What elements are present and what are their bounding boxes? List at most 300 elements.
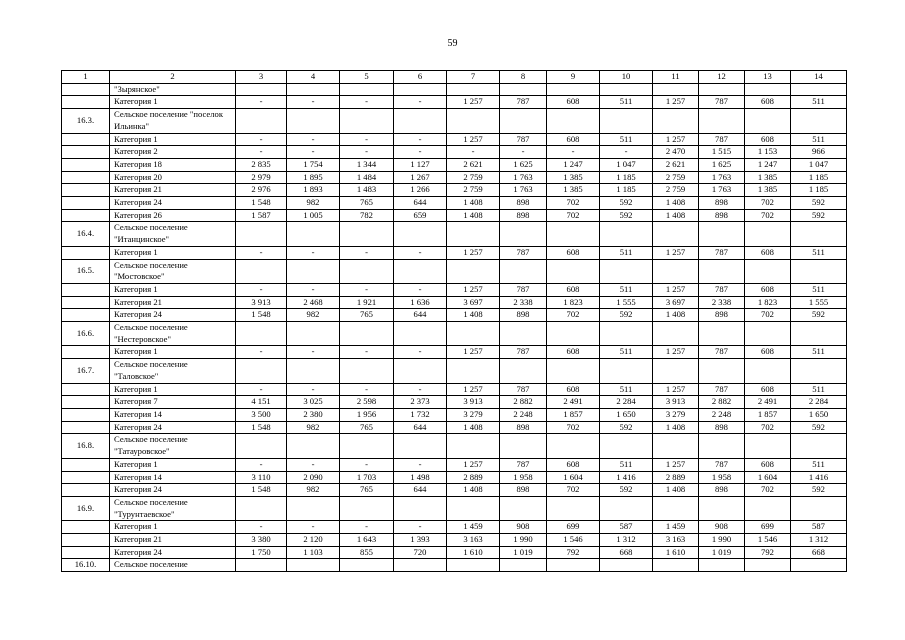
- row-name: Категория 14: [110, 471, 236, 484]
- value-cell: 1 257: [447, 246, 500, 259]
- value-cell: 3 697: [447, 296, 500, 309]
- value-cell: [447, 434, 500, 458]
- value-cell: 1 385: [745, 171, 791, 184]
- value-cell: 2 976: [236, 184, 287, 197]
- value-cell: 1 483: [340, 184, 394, 197]
- value-cell: [600, 259, 653, 283]
- value-cell: [500, 559, 547, 572]
- value-cell: 1 484: [340, 171, 394, 184]
- value-cell: 855: [340, 546, 394, 559]
- value-cell: [699, 496, 745, 520]
- value-cell: 2 338: [500, 296, 547, 309]
- value-cell: 1 548: [236, 421, 287, 434]
- value-cell: [653, 259, 699, 283]
- value-cell: -: [287, 133, 340, 146]
- row-number: [62, 158, 110, 171]
- value-cell: [745, 83, 791, 96]
- value-cell: [447, 322, 500, 346]
- value-cell: 592: [791, 484, 847, 497]
- value-cell: -: [236, 458, 287, 471]
- value-cell: 898: [500, 309, 547, 322]
- value-cell: 1 958: [500, 471, 547, 484]
- value-cell: [394, 109, 447, 133]
- row-number: [62, 458, 110, 471]
- value-cell: -: [394, 283, 447, 296]
- value-cell: [699, 109, 745, 133]
- value-cell: 3 279: [653, 408, 699, 421]
- value-cell: 702: [745, 484, 791, 497]
- value-cell: [340, 322, 394, 346]
- row-number: [62, 421, 110, 434]
- value-cell: 2 284: [791, 396, 847, 409]
- row-name: Категория 1: [110, 96, 236, 109]
- value-cell: [600, 559, 653, 572]
- value-cell: 2 491: [745, 396, 791, 409]
- value-cell: [745, 359, 791, 383]
- value-cell: [600, 109, 653, 133]
- value-cell: 1 732: [394, 408, 447, 421]
- table-row: [62, 246, 847, 259]
- row-number: [62, 133, 110, 146]
- value-cell: -: [340, 521, 394, 534]
- value-cell: 3 913: [447, 396, 500, 409]
- value-cell: [791, 222, 847, 246]
- value-cell: [287, 109, 340, 133]
- value-cell: 3 380: [236, 534, 287, 547]
- value-cell: 1 857: [745, 408, 791, 421]
- table-body: [62, 71, 847, 572]
- value-cell: -: [500, 146, 547, 159]
- value-cell: -: [236, 346, 287, 359]
- value-cell: 1 893: [287, 184, 340, 197]
- value-cell: [500, 359, 547, 383]
- value-cell: 1 515: [699, 146, 745, 159]
- value-cell: 592: [791, 209, 847, 222]
- row-name: Категория 18: [110, 158, 236, 171]
- row-number: 16.5.: [62, 259, 110, 283]
- value-cell: [547, 496, 600, 520]
- value-cell: 1 459: [447, 521, 500, 534]
- value-cell: 1 625: [699, 158, 745, 171]
- value-cell: 699: [745, 521, 791, 534]
- value-cell: 608: [547, 283, 600, 296]
- value-cell: [500, 434, 547, 458]
- value-cell: -: [236, 146, 287, 159]
- value-cell: 765: [340, 197, 394, 210]
- value-cell: 592: [791, 197, 847, 210]
- column-header: 10: [600, 71, 653, 84]
- table-row: [62, 158, 847, 171]
- value-cell: [236, 222, 287, 246]
- row-name: Категория 1: [110, 246, 236, 259]
- value-cell: 1 247: [745, 158, 791, 171]
- value-cell: 2 373: [394, 396, 447, 409]
- value-cell: 2 759: [447, 184, 500, 197]
- value-cell: 2 120: [287, 534, 340, 547]
- value-cell: 592: [600, 309, 653, 322]
- value-cell: [699, 434, 745, 458]
- value-cell: 511: [600, 283, 653, 296]
- value-cell: [745, 496, 791, 520]
- table-row: [62, 171, 847, 184]
- value-cell: 982: [287, 484, 340, 497]
- value-cell: 702: [745, 309, 791, 322]
- value-cell: -: [394, 146, 447, 159]
- value-cell: 792: [745, 546, 791, 559]
- value-cell: 2 090: [287, 471, 340, 484]
- value-cell: 2 248: [699, 408, 745, 421]
- row-number: [62, 296, 110, 309]
- value-cell: [745, 109, 791, 133]
- value-cell: 1 385: [547, 184, 600, 197]
- column-header: 14: [791, 71, 847, 84]
- column-header: 5: [340, 71, 394, 84]
- value-cell: 1 643: [340, 534, 394, 547]
- value-cell: -: [394, 96, 447, 109]
- value-cell: -: [340, 283, 394, 296]
- row-name: Категория 24: [110, 421, 236, 434]
- value-cell: [394, 359, 447, 383]
- value-cell: -: [287, 96, 340, 109]
- row-name: Категория 7: [110, 396, 236, 409]
- value-cell: 511: [600, 133, 653, 146]
- value-cell: 592: [791, 421, 847, 434]
- value-cell: 1 548: [236, 484, 287, 497]
- row-name: Категория 1: [110, 383, 236, 396]
- value-cell: 1 408: [653, 484, 699, 497]
- value-cell: [287, 83, 340, 96]
- value-cell: 644: [394, 197, 447, 210]
- value-cell: 702: [547, 197, 600, 210]
- section-row: [62, 496, 847, 520]
- value-cell: 1 267: [394, 171, 447, 184]
- value-cell: 1 257: [447, 458, 500, 471]
- value-cell: [394, 496, 447, 520]
- value-cell: [791, 109, 847, 133]
- value-cell: 898: [500, 421, 547, 434]
- value-cell: [547, 222, 600, 246]
- row-number: [62, 171, 110, 184]
- value-cell: 1 921: [340, 296, 394, 309]
- value-cell: -: [236, 283, 287, 296]
- value-cell: 1 763: [500, 171, 547, 184]
- value-cell: [287, 496, 340, 520]
- table-row: [62, 283, 847, 296]
- value-cell: [236, 322, 287, 346]
- value-cell: 511: [600, 346, 653, 359]
- value-cell: 1 408: [447, 484, 500, 497]
- value-cell: 1 153: [745, 146, 791, 159]
- value-cell: 1 958: [699, 471, 745, 484]
- value-cell: 2 889: [653, 471, 699, 484]
- value-cell: 3 110: [236, 471, 287, 484]
- row-name: Категория 14: [110, 408, 236, 421]
- value-cell: 1 127: [394, 158, 447, 171]
- row-name: "Зырянское": [110, 83, 236, 96]
- value-cell: [447, 259, 500, 283]
- value-cell: [394, 322, 447, 346]
- value-cell: 1 257: [447, 96, 500, 109]
- value-cell: 592: [600, 197, 653, 210]
- value-cell: [699, 222, 745, 246]
- value-cell: -: [287, 246, 340, 259]
- value-cell: 966: [791, 146, 847, 159]
- column-header: 1: [62, 71, 110, 84]
- value-cell: 511: [791, 458, 847, 471]
- value-cell: 2 248: [500, 408, 547, 421]
- value-cell: [236, 496, 287, 520]
- value-cell: [745, 434, 791, 458]
- value-cell: [340, 359, 394, 383]
- value-cell: -: [236, 133, 287, 146]
- value-cell: 3 697: [653, 296, 699, 309]
- value-cell: 2 380: [287, 408, 340, 421]
- value-cell: 1 416: [791, 471, 847, 484]
- value-cell: [447, 496, 500, 520]
- value-cell: 3 279: [447, 408, 500, 421]
- value-cell: [791, 434, 847, 458]
- value-cell: [287, 359, 340, 383]
- row-name: Категория 24: [110, 197, 236, 210]
- value-cell: -: [236, 521, 287, 534]
- value-cell: 511: [600, 383, 653, 396]
- value-cell: 982: [287, 197, 340, 210]
- value-cell: 2 338: [699, 296, 745, 309]
- value-cell: 608: [745, 346, 791, 359]
- value-cell: [447, 559, 500, 572]
- value-cell: -: [287, 146, 340, 159]
- table-row: [62, 546, 847, 559]
- section-row: [62, 109, 847, 133]
- value-cell: 702: [547, 484, 600, 497]
- value-cell: 765: [340, 309, 394, 322]
- value-cell: -: [394, 521, 447, 534]
- value-cell: 787: [500, 246, 547, 259]
- value-cell: 787: [699, 246, 745, 259]
- row-name: Сельское поселение "Мостовское": [110, 259, 236, 283]
- value-cell: [447, 222, 500, 246]
- value-cell: [699, 559, 745, 572]
- row-name: Категория 2: [110, 146, 236, 159]
- value-cell: 1 754: [287, 158, 340, 171]
- value-cell: [500, 259, 547, 283]
- column-header: 9: [547, 71, 600, 84]
- value-cell: 1 185: [600, 184, 653, 197]
- value-cell: 608: [547, 458, 600, 471]
- row-number: [62, 197, 110, 210]
- value-cell: 702: [745, 209, 791, 222]
- value-cell: 787: [500, 383, 547, 396]
- row-name: Категория 26: [110, 209, 236, 222]
- value-cell: -: [236, 96, 287, 109]
- value-cell: 1 990: [699, 534, 745, 547]
- value-cell: [547, 434, 600, 458]
- value-cell: 908: [500, 521, 547, 534]
- row-number: 16.9.: [62, 496, 110, 520]
- value-cell: 787: [500, 458, 547, 471]
- value-cell: 1 185: [791, 184, 847, 197]
- value-cell: -: [394, 133, 447, 146]
- value-cell: [600, 222, 653, 246]
- value-cell: 511: [791, 246, 847, 259]
- section-row: [62, 259, 847, 283]
- value-cell: 702: [745, 197, 791, 210]
- value-cell: 898: [699, 197, 745, 210]
- value-cell: [340, 222, 394, 246]
- table-row: [62, 471, 847, 484]
- value-cell: 1 459: [653, 521, 699, 534]
- value-cell: 787: [500, 96, 547, 109]
- value-cell: 1 103: [287, 546, 340, 559]
- value-cell: 898: [699, 209, 745, 222]
- value-cell: 702: [547, 421, 600, 434]
- value-cell: 1 266: [394, 184, 447, 197]
- value-cell: [600, 322, 653, 346]
- row-number: [62, 471, 110, 484]
- value-cell: [500, 496, 547, 520]
- value-cell: [287, 259, 340, 283]
- row-number: [62, 396, 110, 409]
- value-cell: 720: [394, 546, 447, 559]
- value-cell: 511: [791, 133, 847, 146]
- row-number: 16.8.: [62, 434, 110, 458]
- value-cell: -: [340, 96, 394, 109]
- value-cell: 898: [699, 309, 745, 322]
- table-row: [62, 184, 847, 197]
- value-cell: 1 548: [236, 197, 287, 210]
- column-header: 2: [110, 71, 236, 84]
- value-cell: 1 257: [653, 133, 699, 146]
- value-cell: 765: [340, 421, 394, 434]
- value-cell: [394, 222, 447, 246]
- value-cell: 787: [699, 283, 745, 296]
- value-cell: 1 344: [340, 158, 394, 171]
- value-cell: 587: [791, 521, 847, 534]
- value-cell: 787: [699, 96, 745, 109]
- value-cell: -: [394, 346, 447, 359]
- value-cell: [547, 322, 600, 346]
- column-header: 3: [236, 71, 287, 84]
- value-cell: 608: [547, 133, 600, 146]
- row-number: 16.7.: [62, 359, 110, 383]
- row-number: [62, 96, 110, 109]
- value-cell: 2 491: [547, 396, 600, 409]
- column-header: 12: [699, 71, 745, 84]
- value-cell: 2 759: [653, 171, 699, 184]
- table-row: [62, 484, 847, 497]
- value-cell: 644: [394, 484, 447, 497]
- value-cell: 2 759: [447, 171, 500, 184]
- column-header: 4: [287, 71, 340, 84]
- value-cell: 1 312: [600, 534, 653, 547]
- value-cell: 1 763: [699, 171, 745, 184]
- value-cell: 592: [600, 421, 653, 434]
- value-cell: 908: [699, 521, 745, 534]
- row-number: [62, 309, 110, 322]
- value-cell: [745, 222, 791, 246]
- value-cell: [236, 434, 287, 458]
- value-cell: 787: [699, 383, 745, 396]
- value-cell: [394, 559, 447, 572]
- value-cell: [699, 259, 745, 283]
- value-cell: [653, 222, 699, 246]
- value-cell: [340, 496, 394, 520]
- value-cell: [394, 83, 447, 96]
- value-cell: 1 385: [547, 171, 600, 184]
- value-cell: -: [340, 133, 394, 146]
- row-name: Категория 21: [110, 296, 236, 309]
- value-cell: [791, 359, 847, 383]
- value-cell: 1 650: [791, 408, 847, 421]
- value-cell: [500, 83, 547, 96]
- value-cell: 1 636: [394, 296, 447, 309]
- row-name: Сельское поселение: [110, 559, 236, 572]
- value-cell: 1 047: [791, 158, 847, 171]
- value-cell: 1 546: [745, 534, 791, 547]
- value-cell: 1 408: [653, 421, 699, 434]
- value-cell: 898: [500, 209, 547, 222]
- row-number: [62, 246, 110, 259]
- row-name: Сельское поселение "Татауровское": [110, 434, 236, 458]
- value-cell: 1 587: [236, 209, 287, 222]
- value-cell: 1 393: [394, 534, 447, 547]
- value-cell: [653, 83, 699, 96]
- row-number: 16.3.: [62, 109, 110, 133]
- value-cell: [745, 259, 791, 283]
- value-cell: 1 019: [500, 546, 547, 559]
- table-row: [62, 396, 847, 409]
- header-row: [62, 71, 847, 84]
- value-cell: [745, 559, 791, 572]
- value-cell: 1 625: [500, 158, 547, 171]
- value-cell: [340, 259, 394, 283]
- value-cell: 1 247: [547, 158, 600, 171]
- row-name: Сельское поселение "Таловское": [110, 359, 236, 383]
- value-cell: 3 025: [287, 396, 340, 409]
- row-name: Сельское поселение "Нестеровское": [110, 322, 236, 346]
- row-number: [62, 383, 110, 396]
- row-name: Сельское поселение "поселок Ильинка": [110, 109, 236, 133]
- section-row: [62, 222, 847, 246]
- value-cell: -: [394, 383, 447, 396]
- row-number: [62, 184, 110, 197]
- value-cell: 659: [394, 209, 447, 222]
- value-cell: 3 913: [653, 396, 699, 409]
- value-cell: -: [236, 246, 287, 259]
- row-number: [62, 346, 110, 359]
- value-cell: 1 895: [287, 171, 340, 184]
- row-number: 16.4.: [62, 222, 110, 246]
- value-cell: [340, 83, 394, 96]
- value-cell: 2 979: [236, 171, 287, 184]
- row-number: [62, 83, 110, 96]
- value-cell: 765: [340, 484, 394, 497]
- value-cell: 2 759: [653, 184, 699, 197]
- value-cell: 699: [547, 521, 600, 534]
- value-cell: 1 990: [500, 534, 547, 547]
- value-cell: 592: [600, 484, 653, 497]
- value-cell: [547, 109, 600, 133]
- value-cell: 668: [600, 546, 653, 559]
- row-number: [62, 146, 110, 159]
- value-cell: 2 468: [287, 296, 340, 309]
- value-cell: [653, 322, 699, 346]
- value-cell: [287, 434, 340, 458]
- tariff-table: [61, 70, 847, 572]
- row-number: [62, 534, 110, 547]
- value-cell: 787: [500, 133, 547, 146]
- value-cell: 1 257: [447, 133, 500, 146]
